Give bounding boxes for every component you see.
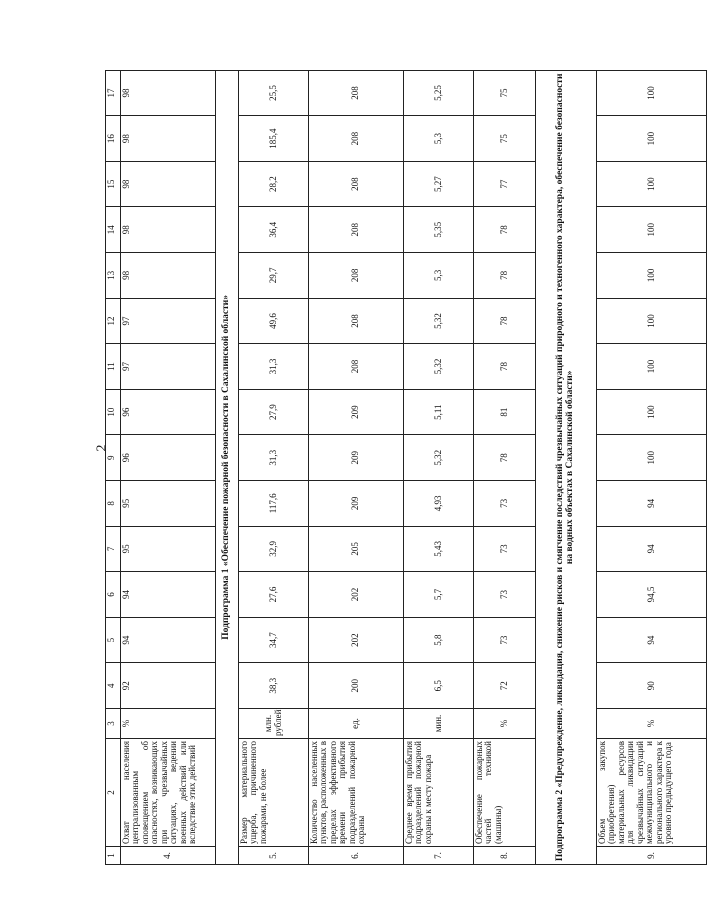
value-cell: 92 [121, 663, 216, 709]
column-number: 1 [106, 847, 121, 865]
column-number: 2 [106, 739, 121, 847]
unit: мин. [404, 709, 474, 739]
value-cell: 96 [121, 389, 216, 435]
value-cell: 29,7 [239, 253, 309, 299]
value-cell: 94,5 [597, 572, 707, 618]
value-cell: 32,9 [239, 526, 309, 572]
value-cell: 4,93 [404, 481, 474, 527]
value-cell: 98 [121, 161, 216, 207]
column-number: 4 [106, 663, 121, 709]
column-number: 5 [106, 617, 121, 663]
value-cell: 208 [309, 70, 404, 116]
value-cell: 100 [597, 435, 707, 481]
value-cell: 5,35 [404, 207, 474, 253]
value-cell: 78 [474, 253, 536, 299]
subprogram-2-title: Подпрограмма 2 «Предупреждение, ликвидация, снижение рисков и смягчение последствий чрезвычайных ситуаций природного и техногенного характера, обеспечение безопасности на водных объектах в Сахалинской области» [536, 70, 597, 864]
column-number: 14 [106, 207, 121, 253]
value-cell: 73 [474, 481, 536, 527]
indicators-table [105, 70, 707, 865]
value-cell: 5,32 [404, 435, 474, 481]
indicator-name: Размер материального ущерба, причиненного пожарами, не более [239, 739, 309, 847]
subprogram-1-title: Подпрограмма 1 «Обеспечение пожарной безопасности в Сахалинской области» [216, 70, 239, 864]
unit: % [597, 709, 707, 739]
table-row [597, 70, 707, 864]
value-cell: 98 [121, 253, 216, 299]
value-cell: 208 [309, 116, 404, 162]
value-cell: 25,5 [239, 70, 309, 116]
column-number: 16 [106, 116, 121, 162]
value-cell: 94 [597, 526, 707, 572]
value-cell: 72 [474, 663, 536, 709]
value-cell: 100 [597, 161, 707, 207]
value-cell: 90 [597, 663, 707, 709]
table-row [474, 70, 536, 864]
value-cell: 27,9 [239, 389, 309, 435]
value-cell: 209 [309, 481, 404, 527]
value-cell: 94 [121, 572, 216, 618]
value-cell: 202 [309, 572, 404, 618]
value-cell: 209 [309, 435, 404, 481]
value-cell: 5,3 [404, 116, 474, 162]
value-cell: 94 [597, 617, 707, 663]
table-row [404, 70, 474, 864]
row-number: 7. [404, 847, 474, 865]
row-number: 8. [474, 847, 536, 865]
unit: ед. [309, 709, 404, 739]
unit: % [121, 709, 216, 739]
value-cell: 31,3 [239, 435, 309, 481]
column-number: 13 [106, 253, 121, 299]
value-cell: 75 [474, 116, 536, 162]
column-number: 15 [106, 161, 121, 207]
column-number: 11 [106, 344, 121, 390]
value-cell: 208 [309, 253, 404, 299]
value-cell: 205 [309, 526, 404, 572]
value-cell: 78 [474, 207, 536, 253]
indicator-name: Среднее время прибытия подразделений пожарной охраны к месту пожара [404, 739, 474, 847]
value-cell: 5,8 [404, 617, 474, 663]
column-number: 8 [106, 481, 121, 527]
value-cell: 100 [597, 70, 707, 116]
indicator-name: Объем закупок (приобретения) материальных ресурсов для ликвидации чрезвычайных ситуаций межмуниципального и регионального характера к уровню предыдущего года [597, 739, 707, 847]
value-cell: 100 [597, 116, 707, 162]
value-cell: 73 [474, 617, 536, 663]
value-cell: 34,7 [239, 617, 309, 663]
table-row [239, 70, 309, 864]
value-cell: 78 [474, 344, 536, 390]
page-number: 2 [94, 444, 110, 452]
column-number: 9 [106, 435, 121, 481]
value-cell: 36,4 [239, 207, 309, 253]
column-number: 3 [106, 709, 121, 739]
value-cell: 78 [474, 298, 536, 344]
row-number: 9. [597, 847, 707, 865]
value-cell: 100 [597, 207, 707, 253]
value-cell: 209 [309, 389, 404, 435]
value-cell: 100 [597, 344, 707, 390]
value-cell: 31,3 [239, 344, 309, 390]
row-number: 4. [121, 847, 216, 865]
value-cell: 5,25 [404, 70, 474, 116]
value-cell: 185,4 [239, 116, 309, 162]
column-number: 12 [106, 298, 121, 344]
subprogram-2-row [536, 70, 597, 864]
value-cell: 95 [121, 481, 216, 527]
column-number: 6 [106, 572, 121, 618]
value-cell: 100 [597, 298, 707, 344]
value-cell: 5,7 [404, 572, 474, 618]
value-cell: 5,32 [404, 298, 474, 344]
value-cell: 5,11 [404, 389, 474, 435]
unit: млн. рублей [239, 709, 309, 739]
value-cell: 98 [121, 70, 216, 116]
row-number: 6. [309, 847, 404, 865]
rotated-page [105, 70, 674, 865]
value-cell: 202 [309, 617, 404, 663]
value-cell: 95 [121, 526, 216, 572]
column-number: 7 [106, 526, 121, 572]
value-cell: 97 [121, 298, 216, 344]
value-cell: 117,6 [239, 481, 309, 527]
value-cell: 81 [474, 389, 536, 435]
value-cell: 94 [597, 481, 707, 527]
subprogram-1-row [216, 70, 239, 864]
value-cell: 73 [474, 572, 536, 618]
value-cell: 100 [597, 389, 707, 435]
value-cell: 75 [474, 70, 536, 116]
value-cell: 200 [309, 663, 404, 709]
value-cell: 5,3 [404, 253, 474, 299]
value-cell: 208 [309, 344, 404, 390]
value-cell: 98 [121, 116, 216, 162]
value-cell: 96 [121, 435, 216, 481]
value-cell: 5,43 [404, 526, 474, 572]
indicator-name: Охват населения централизованным оповещением об опасностях, возникающих при чрезвычайных ситуациях, ведении военных действий или вследствие этих действий [121, 739, 216, 847]
value-cell: 38,3 [239, 663, 309, 709]
value-cell: 5,27 [404, 161, 474, 207]
value-cell: 78 [474, 435, 536, 481]
indicator-name: Количество населенных пунктов, расположенных в пределах эффективного времени прибытия подразделений пожарной охраны [309, 739, 404, 847]
value-cell: 98 [121, 207, 216, 253]
value-cell: 28,2 [239, 161, 309, 207]
value-cell: 49,6 [239, 298, 309, 344]
value-cell: 208 [309, 207, 404, 253]
column-number-row [106, 70, 121, 864]
value-cell: 5,32 [404, 344, 474, 390]
value-cell: 97 [121, 344, 216, 390]
value-cell: 208 [309, 161, 404, 207]
table-row [309, 70, 404, 864]
value-cell: 27,6 [239, 572, 309, 618]
value-cell: 77 [474, 161, 536, 207]
value-cell: 73 [474, 526, 536, 572]
column-number: 17 [106, 70, 121, 116]
value-cell: 208 [309, 298, 404, 344]
indicator-name: Обеспечение пожарных частей техникой (машины) [474, 739, 536, 847]
value-cell: 94 [121, 617, 216, 663]
unit: % [474, 709, 536, 739]
value-cell: 100 [597, 253, 707, 299]
value-cell: 6,5 [404, 663, 474, 709]
row-number: 5. [239, 847, 309, 865]
table-row [121, 70, 216, 864]
column-number: 10 [106, 389, 121, 435]
